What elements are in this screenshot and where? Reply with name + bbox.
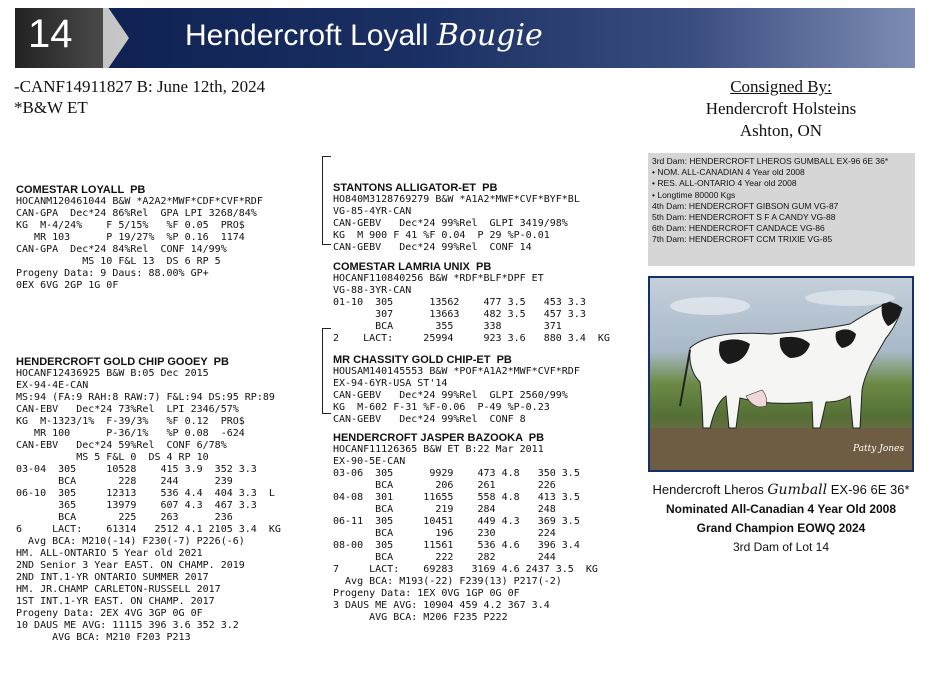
title-script: Bougie — [436, 18, 543, 53]
dam-line: 4th Dam: HENDERCROFT GIBSON GUM VG-87 — [652, 200, 839, 211]
sire-sire-details: HO840M3128769279 B&W *A1A2*MWF*CVF*BYF*BL VG-85-4YR-CAN CAN-GEBV Dec*24 99%Rel GLPI 3419/98% KG M 900 F 41 %F 0.04 P 29 %P-0.01 CAN-GEBV Dec*24 99%Rel CONF 14 — [333, 194, 580, 253]
caption-award-1: Nominated All-Canadian 4 Year Old 2008 — [665, 502, 897, 516]
lot-number: 14 — [28, 12, 73, 56]
consignor-location: Ashton, ON — [739, 121, 823, 140]
caption-relation: 3rd Dam of Lot 14 — [732, 540, 830, 554]
caption-name-suffix: EX-96 6E 36* — [830, 482, 910, 497]
dam-sire-name: MR CHASSITY GOLD CHIP-ET PB — [333, 354, 512, 366]
title-main: Hendercroft Loyall — [185, 19, 429, 52]
sire-dam-details: HOCANF110840256 B&W *RDF*BLF*DPF ET VG-88-3YR-CAN 01-10 305 13562 477 3.5 453 3.3 307 13663 482 3.5 457 3.3 BCA 355 338 371 2 LACT: 25994 923 3.6 880 3.4 KG — [333, 273, 610, 344]
consignor-farm: Hendercroft Holsteins — [705, 99, 857, 118]
registration-info — [14, 76, 265, 118]
tag-line: *B&W ET — [14, 98, 88, 117]
pedigree-bracket — [322, 156, 331, 245]
cow-illustration — [650, 278, 912, 470]
sire-details: HOCANM120461044 B&W *A2A2*MWF*CDF*CVF*RDF CAN-GPA Dec*24 86%Rel GPA LPI 3268/84% KG M-4/24% F 5/15% %F 0.05 PRO$ MR 103 P 19/27% %P 0.16 1174 CAN-GPA Dec*24 84%Rel CONF 14/99% MS 10 F&L 13 DS 6 RP 5 Progeny Data: 9 Daus: 88.00% GP+ 0EX 6VG 2GP 1G 0F — [16, 196, 263, 291]
sire-dam-block — [333, 237, 610, 345]
dam-line: • Longtime 80000 Kgs — [652, 189, 736, 200]
dam-line: 3rd Dam: HENDERCROFT LHEROS GUMBALL EX-96 6E 36* — [652, 156, 889, 166]
dam-line: • NOM. ALL-CANADIAN 4 Year old 2008 — [652, 167, 805, 178]
consigned-block — [648, 76, 914, 142]
consigned-label: Consigned By: — [730, 77, 832, 96]
caption-name-script: Gumball — [767, 482, 828, 498]
dam-dam-block — [333, 408, 598, 624]
maternal-line-box — [648, 153, 915, 266]
photo-caption — [640, 480, 922, 557]
dam-sire-details: HOUSAM140145553 B&W *POF*A1A2*MWF*CVF*RDF EX-94-6YR-USA ST'14 CAN-GEBV Dec*24 99%Rel GLPI 2560/99% KG M-602 F-31 %F-0.06 P-49 %P-0.23 CAN-GEBV Dec*24 99%Rel CONF 8 — [333, 366, 580, 425]
sire-dam-name: COMESTAR LAMRIA UNIX PB — [333, 261, 492, 273]
dam-line: 7th Dam: HENDERCROFT CCM TRIXIE VG-85 — [652, 234, 833, 245]
photographer-signature: Patty Jones — [853, 444, 904, 454]
dam-details: HOCANF12436925 B&W B:05 Dec 2015 EX-94-4E-CAN MS:94 (FA:9 RAH:8 RAW:7) F&L:94 DS:95 RP:89 CAN-EBV Dec*24 73%Rel LPI 2346/57% KG M-1323/1% F-39/3% %F 0.12 PRO$ MR 100 P-36/1% %P 0.08 -624 CAN-EBV Dec*24 59%Rel CONF 6/78% MS 5 F&L 0 DS 4 RP 10 03-04 305 10528 415 3.9 352 3.3 BCA 228 244 239 06-10 305 12313 536 4.4 404 3.3 L 365 13979 607 4.3 467 3.3 BCA 225 263 236 6 LACT: 61314 2512 4.1 2105 3.4 KG Avg BCA: M210(-14) F230(-7) P226(-6) HM. ALL-ONTARIO 5 Year old 2021 2ND Senior 3 Year EAST. ON CHAMP. 2019 2ND INT.1-YR ONTARIO SUMMER 2017 HM. JR.CHAMP CARLETON-RUSSELL 2017 1ST INT.1-YR EAST. ON CHAMP. 2017 Progeny Data: 2EX 4VG 3GP 0G 0F 10 DAUS ME AVG: 11115 396 3.6 352 3.2 AVG BCA: M210 F203 P213 — [16, 368, 281, 643]
registration-line: -CANF14911827 B: June 12th, 2024 — [14, 77, 266, 96]
dam-dam-name: HENDERCROFT JASPER BAZOOKA PB — [333, 432, 545, 444]
dam-line: 6th Dam: HENDERCROFT CANDACE VG-86 — [652, 223, 825, 234]
cow-photo — [648, 276, 914, 472]
sire-block — [16, 160, 263, 292]
sire-sire-name: STANTONS ALLIGATOR-ET PB — [333, 182, 498, 194]
dam-name: HENDERCROFT GOLD CHIP GOOEY PB — [16, 356, 229, 368]
caption-name — [640, 480, 922, 500]
dam-line: • RES. ALL-ONTARIO 4 Year old 2008 — [652, 178, 797, 189]
caption-award-2: Grand Champion EOWQ 2024 — [696, 521, 866, 535]
pedigree-bracket — [322, 328, 331, 414]
caption-name-prefix: Hendercroft Lheros — [652, 482, 764, 497]
sire-name: COMESTAR LOYALL PB — [16, 184, 146, 196]
dam-dam-details: HOCANF11126365 B&W ET B:22 Mar 2011 EX-90-5E-CAN 03-06 305 9929 473 4.8 350 3.5 BCA 206 261 226 04-08 301 11655 558 4.8 413 3.5 BCA 219 284 248 06-11 305 10451 449 4.3 369 3.5 BCA 196 230 224 08-00 305 11561 536 4.6 396 3.4 BCA 222 282 244 7 LACT: 69283 3169 4.6 2437 3.5 KG Avg BCA: M193(-22) F239(13) P217(-2) Progeny Data: 1EX 0VG 1GP 0G 0F 3 DAUS ME AVG: 10904 459 4.2 367 3.4 AVG BCA: M206 F235 P222 — [333, 444, 598, 623]
dam-line: 5th Dam: HENDERCROFT S F A CANDY VG-88 — [652, 212, 836, 223]
dam-block — [16, 332, 281, 644]
page-title — [185, 18, 543, 53]
